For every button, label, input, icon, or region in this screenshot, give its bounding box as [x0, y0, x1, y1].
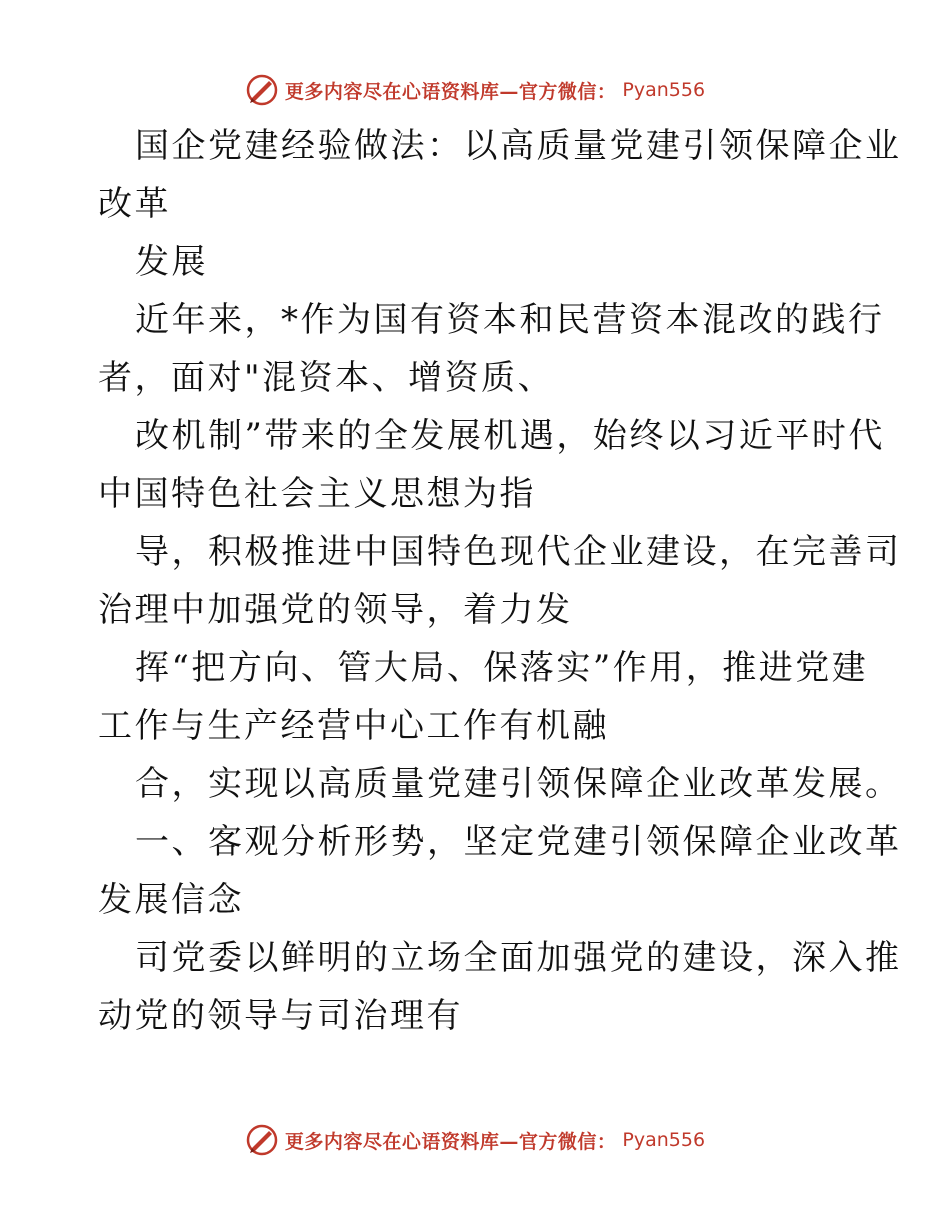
paragraph-line: 动党的领导与司治理有 — [98, 996, 463, 1036]
paragraph-line: 近年来，*作为国有资本和民营资本混改的践行 — [135, 300, 885, 340]
paragraph-line: 中国特色社会主义思想为指 — [98, 474, 536, 514]
paragraph-line: 治理中加强党的领导，着力发 — [98, 590, 573, 630]
footer-banner — [0, 1120, 950, 1160]
section-heading-line-2: 发展信念 — [98, 880, 244, 920]
paragraph-line: 改机制”带来的全发展机遇，始终以习近平时代 — [135, 416, 885, 456]
paragraph-line: 者，面对"混资本、增资质、 — [98, 358, 555, 398]
pen-logo-icon — [245, 73, 279, 107]
footer-wechat-id: Pyan556 — [622, 1129, 706, 1151]
header-banner-text: 更多内容尽在心语资料库—官方微信： — [284, 80, 617, 103]
section-heading-line-1: 一、客观分析形势，坚定党建引领保障企业改革 — [135, 822, 902, 862]
title-line-2: 改革 — [98, 184, 171, 224]
pen-logo-icon — [245, 1123, 279, 1157]
paragraph-line: 挥“把方向、管大局、保落实”作用，推进党建 — [135, 648, 869, 688]
title-line-3: 发展 — [135, 242, 208, 282]
paragraph-line: 司党委以鲜明的立场全面加强党的建设，深入推 — [135, 938, 902, 978]
footer-banner-text: 更多内容尽在心语资料库—官方微信： — [284, 1130, 617, 1153]
document-body — [98, 117, 902, 1045]
paragraph-line: 导，积极推进中国特色现代企业建设，在完善司 — [135, 532, 902, 572]
paragraph-line: 工作与生产经营中心工作有机融 — [98, 706, 609, 746]
header-banner — [0, 70, 950, 110]
paragraph-line: 合，实现以高质量党建引领保障企业改革发展。 — [135, 764, 902, 804]
title-line-1: 国企党建经验做法：以高质量党建引领保障企业 — [135, 126, 902, 166]
header-wechat-id: Pyan556 — [622, 79, 706, 101]
